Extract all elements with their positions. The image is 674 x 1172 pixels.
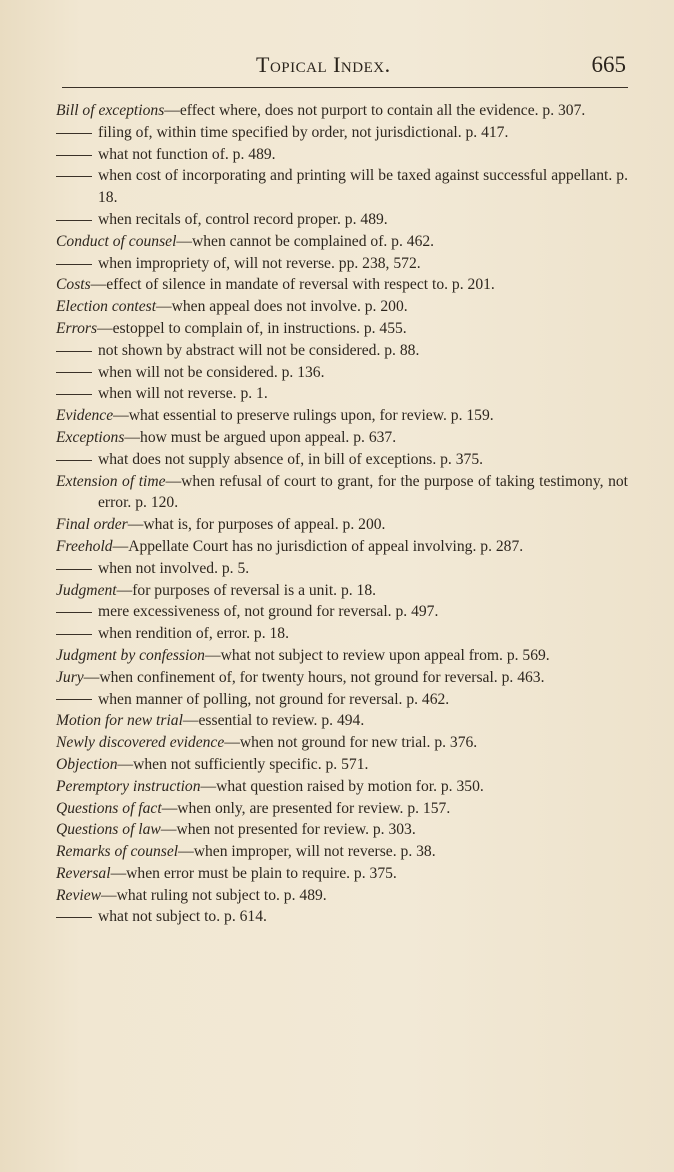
index-entry bbox=[56, 274, 628, 296]
entry-text: when impropriety of, will not reverse. pp. 238, 572. bbox=[98, 254, 421, 272]
index-subentry bbox=[56, 449, 628, 471]
entry-term: Final order bbox=[56, 516, 128, 534]
index-subentry bbox=[56, 144, 628, 166]
entry-term: Bill of exceptions bbox=[56, 102, 165, 119]
entry-term: Reversal bbox=[56, 864, 111, 882]
index-subentry bbox=[56, 623, 628, 645]
index-entry bbox=[56, 536, 628, 558]
index-entry bbox=[56, 710, 628, 732]
ditto-dash bbox=[56, 372, 92, 373]
entry-text: —when not ground for new trial. p. 376. bbox=[224, 734, 478, 752]
entry-text: —what ruling not subject to. p. 489. bbox=[101, 886, 327, 904]
index-entry bbox=[56, 318, 628, 340]
index-subentry bbox=[56, 122, 628, 144]
index-entry bbox=[56, 427, 628, 449]
ditto-dash bbox=[56, 394, 92, 395]
index-entry bbox=[56, 471, 628, 515]
entry-text: when manner of polling, not ground for reversal. p. 462. bbox=[98, 690, 450, 708]
entry-term: Remarks of counsel bbox=[56, 843, 179, 861]
index-entry bbox=[56, 405, 628, 427]
index-entry bbox=[56, 754, 628, 776]
entry-text: mere excessiveness of, not ground for reversal. p. 497. bbox=[98, 603, 439, 621]
ditto-dash bbox=[56, 133, 92, 134]
entry-text: filing of, within time specified by order, not jurisdictional. p. 417. bbox=[98, 123, 509, 141]
ditto-dash bbox=[56, 460, 92, 461]
index-subentry bbox=[56, 558, 628, 580]
entry-term: Jury bbox=[56, 668, 84, 686]
entry-text: —estoppel to complain of, in instructions. p. 455. bbox=[97, 319, 407, 337]
entry-term: Conduct of counsel bbox=[56, 232, 177, 250]
entry-text: —what not subject to review upon appeal from. p. 569. bbox=[204, 646, 550, 664]
entry-text: —for purposes of reversal is a unit. p. 18. bbox=[116, 581, 377, 599]
index-entry bbox=[56, 819, 628, 841]
entry-term: Objection bbox=[56, 755, 118, 773]
index-entry bbox=[56, 841, 628, 863]
index-entry bbox=[56, 776, 628, 798]
entry-term: Judgment bbox=[56, 581, 117, 599]
entry-text: —when error must be plain to require. p. 375. bbox=[110, 864, 397, 882]
entry-term: Newly discovered evidence bbox=[56, 734, 225, 752]
ditto-dash bbox=[56, 634, 92, 635]
index-entry bbox=[56, 885, 628, 907]
entry-text: —when only, are presented for review. p. 157. bbox=[161, 799, 451, 817]
entry-text: —when not sufficiently specific. p. 571. bbox=[117, 755, 369, 773]
page-header bbox=[60, 50, 630, 84]
entry-term: Costs bbox=[56, 276, 91, 294]
entry-text: not shown by abstract will not be considered. p. 88. bbox=[98, 341, 420, 359]
entry-text: —effect where, does not purport to contain all the evidence. p. 307. bbox=[164, 102, 586, 119]
index-subentry bbox=[56, 340, 628, 362]
entry-text: when not involved. p. 5. bbox=[98, 559, 250, 577]
entry-term: Motion for new trial bbox=[56, 712, 183, 730]
entry-text: —when not presented for review. p. 303. bbox=[160, 821, 416, 839]
entry-text: —what is, for purposes of appeal. p. 200. bbox=[127, 516, 386, 534]
index-subentry bbox=[56, 689, 628, 711]
entry-term: Review bbox=[56, 886, 102, 904]
index-subentry bbox=[56, 209, 628, 231]
entry-text: —effect of silence in mandate of reversal with respect to. p. 201. bbox=[90, 276, 495, 294]
index-entry bbox=[56, 732, 628, 754]
index-entry bbox=[56, 667, 628, 689]
entry-text: —when cannot be complained of. p. 462. bbox=[176, 232, 435, 250]
entry-text: —when refusal of court to grant, for the purpose of taking testimony, not error. p. 120. bbox=[98, 472, 628, 512]
ditto-dash bbox=[56, 176, 92, 177]
entry-term: Questions of fact bbox=[56, 799, 162, 817]
ditto-dash bbox=[56, 612, 92, 613]
index-entry bbox=[56, 100, 628, 122]
entry-text: when will not be considered. p. 136. bbox=[98, 363, 325, 381]
header-rule bbox=[62, 87, 628, 88]
entry-text: what does not supply absence of, in bill of exceptions. p. 375. bbox=[98, 450, 484, 468]
index-subentry bbox=[56, 601, 628, 623]
page-number: 665 bbox=[591, 52, 626, 77]
index-entries bbox=[56, 100, 628, 928]
entry-text: —how must be argued upon appeal. p. 637. bbox=[124, 428, 397, 446]
index-entry bbox=[56, 231, 628, 253]
entry-term: Exceptions bbox=[56, 428, 125, 446]
entry-text: what not function of. p. 489. bbox=[98, 145, 276, 163]
entry-term: Election contest bbox=[56, 298, 157, 316]
ditto-dash bbox=[56, 699, 92, 700]
ditto-dash bbox=[56, 569, 92, 570]
index-subentry bbox=[56, 165, 628, 209]
index-entry bbox=[56, 645, 628, 667]
entry-text: —when confinement of, for twenty hours, not ground for reversal. p. 463. bbox=[83, 668, 545, 686]
ditto-dash bbox=[56, 917, 92, 918]
entry-term: Freehold bbox=[56, 537, 113, 555]
entry-text: when recitals of, control record proper. p. 489. bbox=[98, 210, 388, 228]
ditto-dash bbox=[56, 264, 92, 265]
ditto-dash bbox=[56, 351, 92, 352]
entry-text: —Appellate Court has no jurisdiction of appeal involving. p. 287. bbox=[112, 537, 524, 555]
entry-text: —what essential to preserve rulings upon, for review. p. 159. bbox=[113, 407, 494, 425]
index-subentry bbox=[56, 253, 628, 275]
entry-text: —essential to review. p. 494. bbox=[182, 712, 365, 730]
index-entry bbox=[56, 863, 628, 885]
index-entry bbox=[56, 296, 628, 318]
entry-term: Extension of time bbox=[56, 472, 166, 490]
entry-text: —when appeal does not involve. p. 200. bbox=[156, 298, 408, 316]
index-subentry bbox=[56, 906, 628, 928]
index-entry bbox=[56, 580, 628, 602]
ditto-dash bbox=[56, 155, 92, 156]
entry-term: Peremptory instruction bbox=[56, 777, 201, 795]
entry-term: Judgment by confession bbox=[56, 646, 205, 664]
index-entry bbox=[56, 514, 628, 536]
index-entry bbox=[56, 798, 628, 820]
index-subentry bbox=[56, 362, 628, 384]
running-title: Topical Index. bbox=[256, 52, 391, 77]
entry-term: Evidence bbox=[56, 407, 114, 425]
entry-term: Questions of law bbox=[56, 821, 161, 839]
entry-text: when rendition of, error. p. 18. bbox=[98, 625, 289, 643]
entry-text: —when improper, will not reverse. p. 38. bbox=[178, 843, 436, 861]
entry-text: what not subject to. p. 614. bbox=[98, 908, 267, 926]
entry-text: when cost of incorporating and printing will be taxed against successful appellant. p. 18. bbox=[98, 167, 628, 207]
entry-text: —what question raised by motion for. p. 350. bbox=[200, 777, 484, 795]
entry-text: when will not reverse. p. 1. bbox=[98, 385, 268, 403]
index-subentry bbox=[56, 383, 628, 405]
ditto-dash bbox=[56, 220, 92, 221]
entry-term: Errors bbox=[56, 319, 98, 337]
